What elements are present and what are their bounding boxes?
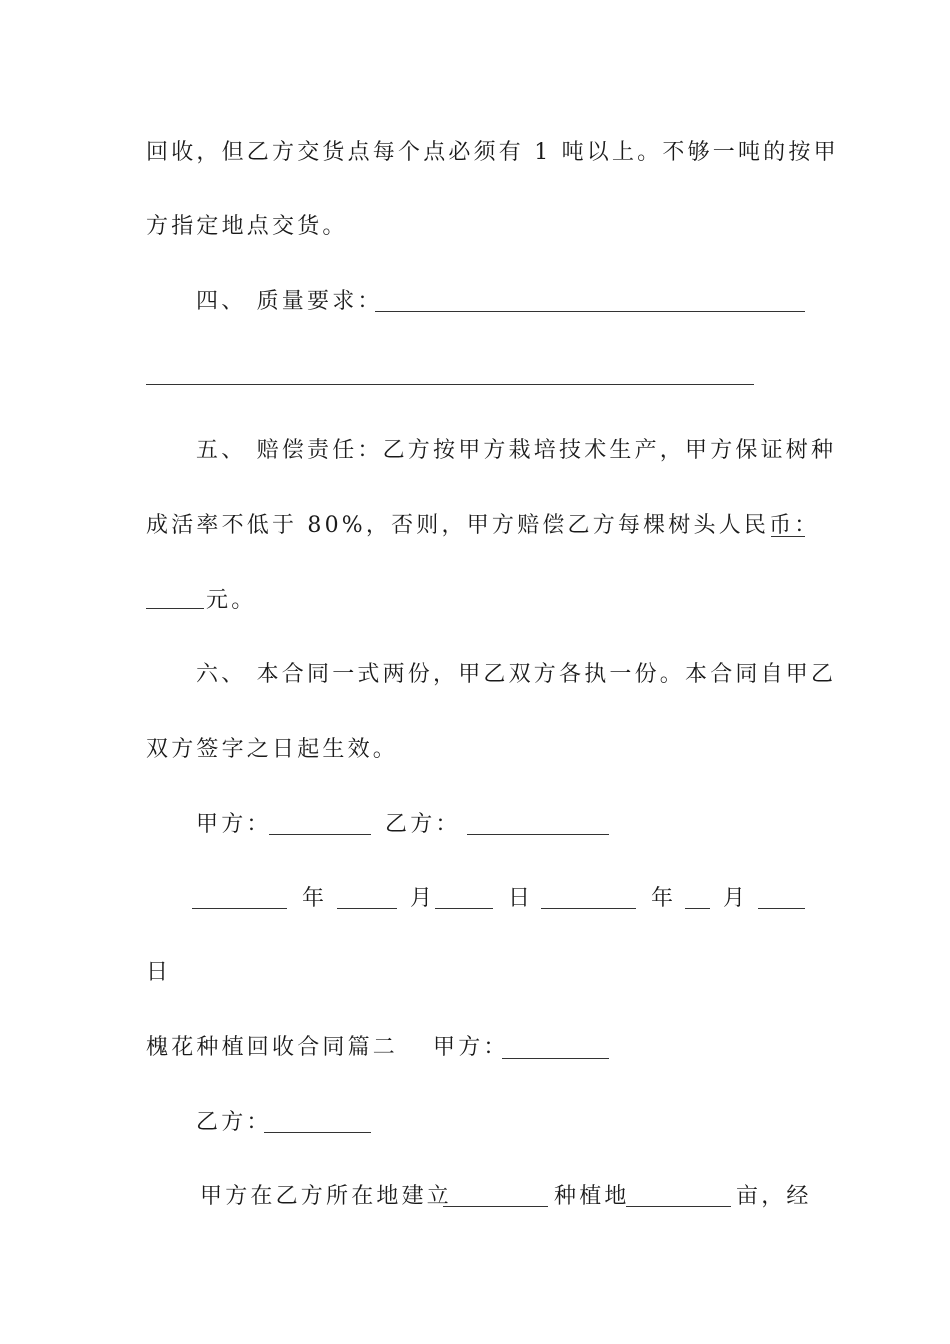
party-b-label: 乙方： <box>196 1110 272 1135</box>
paragraph-line: 方指定地点交货。 <box>146 214 348 239</box>
blank-underline <box>269 834 371 835</box>
blank-underline <box>146 586 204 609</box>
blank-underline <box>771 536 805 537</box>
paragraph-line: 双方签字之日起生效。 <box>146 737 399 762</box>
blank-underline <box>758 908 805 909</box>
blank-underline <box>541 908 636 909</box>
quality-requirement-line: 四、 质量要求： <box>196 289 383 314</box>
blank-underline <box>685 908 710 909</box>
date-year-label: 年 <box>302 886 328 911</box>
blank-underline <box>337 908 397 909</box>
paragraph-line: 甲方在乙方所在地建立 <box>200 1184 453 1209</box>
signature-line: 甲方： <box>196 812 272 837</box>
blank-underline <box>502 1058 609 1059</box>
paragraph-line: 亩，经 <box>736 1184 812 1209</box>
signature-line: 乙方： <box>385 812 461 837</box>
paragraph-line: 回收，但乙方交货点每个点必须有 1 吨以上。不够一吨的按甲 <box>146 140 839 165</box>
compensation-line: 五、 赔偿责任：乙方按甲方栽培技术生产，甲方保证树种 <box>196 438 837 463</box>
date-month-label: 月 <box>723 886 749 911</box>
blank-underline <box>467 834 609 835</box>
blank-underline <box>435 908 493 909</box>
date-day-label: 日 <box>146 960 172 985</box>
copies-line: 六、 本合同一式两份，甲乙双方各执一份。本合同自甲乙 <box>196 662 837 687</box>
paragraph-line: 种植地 <box>554 1184 630 1209</box>
blank-underline <box>146 384 754 385</box>
blank-underline <box>264 1132 371 1133</box>
blank-underline <box>375 311 805 312</box>
blank-underline <box>626 1206 731 1207</box>
paragraph-line: 成活率不低于 80%，否则，甲方赔偿乙方每棵树头人民币： <box>146 513 820 538</box>
blank-underline <box>192 908 287 909</box>
party-a-label: 甲方： <box>433 1035 509 1060</box>
date-year-label: 年 <box>651 886 677 911</box>
paragraph-line: 元。 <box>146 586 256 616</box>
blank-underline <box>443 1206 548 1207</box>
date-month-label: 月 <box>410 886 436 911</box>
section-title: 槐花种植回收合同篇二 <box>146 1035 399 1060</box>
date-day-label: 日 <box>508 886 534 911</box>
